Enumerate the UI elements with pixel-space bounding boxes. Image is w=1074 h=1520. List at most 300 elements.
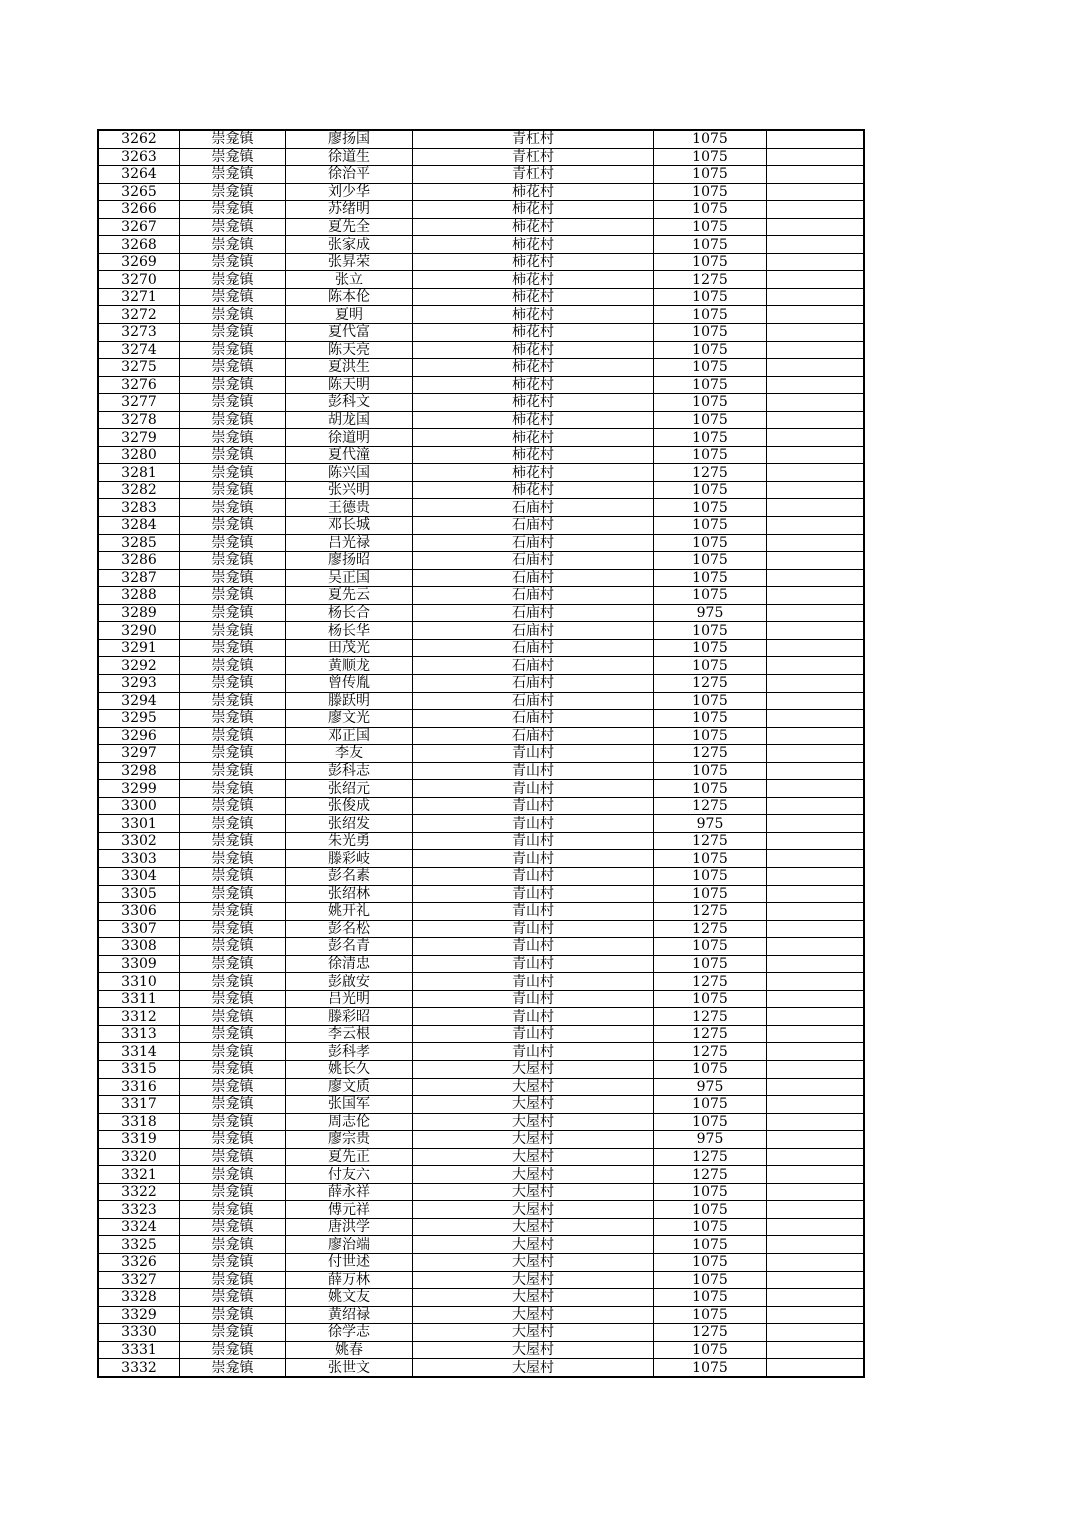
table-row [98, 1008, 864, 1026]
name-cell: 滕跃明 [286, 692, 413, 710]
village-cell: 大屋村 [413, 1113, 654, 1131]
village-cell: 柿花村 [413, 201, 654, 219]
name-cell: 张绍发 [286, 815, 413, 833]
table-row [98, 850, 864, 868]
town-cell: 崇龛镇 [180, 1043, 286, 1061]
amount-cell: 1075 [654, 324, 767, 342]
empty-cell [767, 1131, 865, 1149]
village-cell: 柿花村 [413, 306, 654, 324]
amount-cell: 1075 [654, 1096, 767, 1114]
table-row [98, 692, 864, 710]
table-row [98, 148, 864, 166]
town-cell: 崇龛镇 [180, 1078, 286, 1096]
village-cell: 青山村 [413, 955, 654, 973]
village-cell: 青山村 [413, 990, 654, 1008]
empty-cell [767, 130, 865, 148]
town-cell: 崇龛镇 [180, 990, 286, 1008]
name-cell: 苏绪明 [286, 201, 413, 219]
table-row [98, 376, 864, 394]
name-cell: 付友六 [286, 1166, 413, 1184]
row-number-cell: 3325 [98, 1236, 180, 1254]
town-cell: 崇龛镇 [180, 920, 286, 938]
amount-cell: 1275 [654, 464, 767, 482]
name-cell: 夏先正 [286, 1148, 413, 1166]
amount-cell: 975 [654, 604, 767, 622]
row-number-cell: 3302 [98, 832, 180, 850]
amount-cell: 1275 [654, 920, 767, 938]
data-table [97, 129, 865, 1378]
village-cell: 青山村 [413, 832, 654, 850]
row-number-cell: 3324 [98, 1218, 180, 1236]
village-cell: 大屋村 [413, 1078, 654, 1096]
empty-cell [767, 938, 865, 956]
name-cell: 曾传胤 [286, 674, 413, 692]
village-cell: 石庙村 [413, 517, 654, 535]
row-number-cell: 3291 [98, 639, 180, 657]
empty-cell [767, 1113, 865, 1131]
village-cell: 石庙村 [413, 674, 654, 692]
village-cell: 柿花村 [413, 429, 654, 447]
town-cell: 崇龛镇 [180, 1183, 286, 1201]
village-cell: 大屋村 [413, 1183, 654, 1201]
amount-cell: 1075 [654, 166, 767, 184]
name-cell: 彭科孝 [286, 1043, 413, 1061]
village-cell: 柿花村 [413, 271, 654, 289]
amount-cell: 1075 [654, 552, 767, 570]
name-cell: 徐道生 [286, 148, 413, 166]
town-cell: 崇龛镇 [180, 1324, 286, 1342]
amount-cell: 1275 [654, 674, 767, 692]
village-cell: 大屋村 [413, 1254, 654, 1272]
name-cell: 廖扬昭 [286, 552, 413, 570]
empty-cell [767, 1008, 865, 1026]
amount-cell: 1275 [654, 271, 767, 289]
amount-cell: 1075 [654, 1289, 767, 1307]
name-cell: 杨长合 [286, 604, 413, 622]
table-row [98, 394, 864, 412]
row-number-cell: 3288 [98, 587, 180, 605]
table-row [98, 201, 864, 219]
town-cell: 崇龛镇 [180, 1113, 286, 1131]
town-cell: 崇龛镇 [180, 1236, 286, 1254]
empty-cell [767, 271, 865, 289]
amount-cell: 1075 [654, 1341, 767, 1359]
table-row [98, 1218, 864, 1236]
town-cell: 崇龛镇 [180, 569, 286, 587]
town-cell: 崇龛镇 [180, 376, 286, 394]
village-cell: 青山村 [413, 920, 654, 938]
amount-cell: 1075 [654, 762, 767, 780]
town-cell: 崇龛镇 [180, 639, 286, 657]
name-cell: 姚长久 [286, 1060, 413, 1078]
table-row [98, 622, 864, 640]
empty-cell [767, 166, 865, 184]
amount-cell: 975 [654, 815, 767, 833]
row-number-cell: 3272 [98, 306, 180, 324]
row-number-cell: 3294 [98, 692, 180, 710]
name-cell: 彭科志 [286, 762, 413, 780]
row-number-cell: 3332 [98, 1359, 180, 1377]
amount-cell: 1075 [654, 376, 767, 394]
table-row [98, 464, 864, 482]
village-cell: 柿花村 [413, 359, 654, 377]
row-number-cell: 3295 [98, 710, 180, 728]
table-row [98, 183, 864, 201]
amount-cell: 1075 [654, 587, 767, 605]
name-cell: 姚文友 [286, 1289, 413, 1307]
village-cell: 柿花村 [413, 341, 654, 359]
empty-cell [767, 201, 865, 219]
empty-cell [767, 762, 865, 780]
amount-cell: 1075 [654, 850, 767, 868]
row-number-cell: 3266 [98, 201, 180, 219]
table-row [98, 534, 864, 552]
village-cell: 大屋村 [413, 1060, 654, 1078]
amount-cell: 1075 [654, 411, 767, 429]
amount-cell: 1075 [654, 622, 767, 640]
empty-cell [767, 1201, 865, 1219]
amount-cell: 1075 [654, 306, 767, 324]
town-cell: 崇龛镇 [180, 762, 286, 780]
town-cell: 崇龛镇 [180, 253, 286, 271]
name-cell: 彭名青 [286, 938, 413, 956]
name-cell: 黄绍禄 [286, 1306, 413, 1324]
name-cell: 滕彩岐 [286, 850, 413, 868]
name-cell: 吕光明 [286, 990, 413, 1008]
town-cell: 崇龛镇 [180, 341, 286, 359]
row-number-cell: 3296 [98, 727, 180, 745]
row-number-cell: 3276 [98, 376, 180, 394]
empty-cell [767, 745, 865, 763]
empty-cell [767, 1148, 865, 1166]
town-cell: 崇龛镇 [180, 271, 286, 289]
table-row [98, 780, 864, 798]
table-row [98, 762, 864, 780]
town-cell: 崇龛镇 [180, 359, 286, 377]
row-number-cell: 3310 [98, 973, 180, 991]
amount-cell: 1075 [654, 990, 767, 1008]
town-cell: 崇龛镇 [180, 1341, 286, 1359]
amount-cell: 1075 [654, 1060, 767, 1078]
table-row [98, 604, 864, 622]
table-row [98, 499, 864, 517]
table-row [98, 517, 864, 535]
row-number-cell: 3277 [98, 394, 180, 412]
empty-cell [767, 464, 865, 482]
row-number-cell: 3298 [98, 762, 180, 780]
village-cell: 石庙村 [413, 569, 654, 587]
empty-cell [767, 359, 865, 377]
amount-cell: 1075 [654, 517, 767, 535]
row-number-cell: 3297 [98, 745, 180, 763]
village-cell: 青山村 [413, 780, 654, 798]
village-cell: 青山村 [413, 885, 654, 903]
row-number-cell: 3280 [98, 446, 180, 464]
town-cell: 崇龛镇 [180, 1201, 286, 1219]
table-row [98, 710, 864, 728]
name-cell: 朱光勇 [286, 832, 413, 850]
empty-cell [767, 727, 865, 745]
amount-cell: 1075 [654, 429, 767, 447]
town-cell: 崇龛镇 [180, 1060, 286, 1078]
village-cell: 大屋村 [413, 1271, 654, 1289]
name-cell: 张国军 [286, 1096, 413, 1114]
empty-cell [767, 815, 865, 833]
table-row [98, 1131, 864, 1149]
town-cell: 崇龛镇 [180, 481, 286, 499]
name-cell: 胡龙国 [286, 411, 413, 429]
village-cell: 青山村 [413, 762, 654, 780]
row-number-cell: 3313 [98, 1025, 180, 1043]
table-row [98, 1113, 864, 1131]
table-row [98, 253, 864, 271]
table-row [98, 1341, 864, 1359]
name-cell: 薛永祥 [286, 1183, 413, 1201]
name-cell: 彭科文 [286, 394, 413, 412]
town-cell: 崇龛镇 [180, 446, 286, 464]
town-cell: 崇龛镇 [180, 394, 286, 412]
name-cell: 张世文 [286, 1359, 413, 1377]
row-number-cell: 3289 [98, 604, 180, 622]
table-row [98, 429, 864, 447]
row-number-cell: 3275 [98, 359, 180, 377]
amount-cell: 1075 [654, 1306, 767, 1324]
village-cell: 柿花村 [413, 394, 654, 412]
name-cell: 吕光禄 [286, 534, 413, 552]
row-number-cell: 3278 [98, 411, 180, 429]
amount-cell: 1075 [654, 938, 767, 956]
amount-cell: 1075 [654, 955, 767, 973]
name-cell: 夏代富 [286, 324, 413, 342]
empty-cell [767, 1341, 865, 1359]
empty-cell [767, 411, 865, 429]
table-row [98, 1183, 864, 1201]
amount-cell: 1275 [654, 973, 767, 991]
amount-cell: 1075 [654, 534, 767, 552]
village-cell: 青山村 [413, 938, 654, 956]
row-number-cell: 3264 [98, 166, 180, 184]
empty-cell [767, 692, 865, 710]
name-cell: 张绍林 [286, 885, 413, 903]
village-cell: 青山村 [413, 745, 654, 763]
town-cell: 崇龛镇 [180, 867, 286, 885]
amount-cell: 1075 [654, 499, 767, 517]
town-cell: 崇龛镇 [180, 1254, 286, 1272]
table-row [98, 1166, 864, 1184]
amount-cell: 1275 [654, 745, 767, 763]
table-row [98, 674, 864, 692]
village-cell: 青山村 [413, 1008, 654, 1026]
name-cell: 姚开礼 [286, 903, 413, 921]
town-cell: 崇龛镇 [180, 780, 286, 798]
amount-cell: 1075 [654, 1254, 767, 1272]
table-row [98, 587, 864, 605]
name-cell: 夏先云 [286, 587, 413, 605]
village-cell: 柿花村 [413, 481, 654, 499]
name-cell: 徐清忠 [286, 955, 413, 973]
town-cell: 崇龛镇 [180, 552, 286, 570]
row-number-cell: 3265 [98, 183, 180, 201]
empty-cell [767, 885, 865, 903]
town-cell: 崇龛镇 [180, 411, 286, 429]
amount-cell: 1075 [654, 481, 767, 499]
village-cell: 青杠村 [413, 130, 654, 148]
table-row [98, 1043, 864, 1061]
amount-cell: 1075 [654, 341, 767, 359]
name-cell: 吴正国 [286, 569, 413, 587]
table-row [98, 955, 864, 973]
amount-cell: 1075 [654, 218, 767, 236]
empty-cell [767, 552, 865, 570]
table-row [98, 236, 864, 254]
row-number-cell: 3292 [98, 657, 180, 675]
amount-cell: 1075 [654, 1218, 767, 1236]
town-cell: 崇龛镇 [180, 727, 286, 745]
table-row [98, 639, 864, 657]
row-number-cell: 3279 [98, 429, 180, 447]
empty-cell [767, 867, 865, 885]
row-number-cell: 3301 [98, 815, 180, 833]
village-cell: 石庙村 [413, 499, 654, 517]
name-cell: 杨长华 [286, 622, 413, 640]
town-cell: 崇龛镇 [180, 166, 286, 184]
village-cell: 青山村 [413, 973, 654, 991]
town-cell: 崇龛镇 [180, 324, 286, 342]
name-cell: 夏明 [286, 306, 413, 324]
table-row [98, 446, 864, 464]
row-number-cell: 3267 [98, 218, 180, 236]
village-cell: 石庙村 [413, 604, 654, 622]
village-cell: 柿花村 [413, 411, 654, 429]
town-cell: 崇龛镇 [180, 938, 286, 956]
amount-cell: 1275 [654, 1043, 767, 1061]
row-number-cell: 3327 [98, 1271, 180, 1289]
row-number-cell: 3304 [98, 867, 180, 885]
name-cell: 彭名松 [286, 920, 413, 938]
village-cell: 大屋村 [413, 1201, 654, 1219]
amount-cell: 1075 [654, 1236, 767, 1254]
table-row [98, 569, 864, 587]
amount-cell: 1075 [654, 867, 767, 885]
empty-cell [767, 1166, 865, 1184]
empty-cell [767, 797, 865, 815]
name-cell: 刘少华 [286, 183, 413, 201]
name-cell: 徐道明 [286, 429, 413, 447]
village-cell: 石庙村 [413, 710, 654, 728]
town-cell: 崇龛镇 [180, 1306, 286, 1324]
name-cell: 张绍元 [286, 780, 413, 798]
empty-cell [767, 1306, 865, 1324]
village-cell: 石庙村 [413, 622, 654, 640]
row-number-cell: 3299 [98, 780, 180, 798]
table-row [98, 990, 864, 1008]
amount-cell: 1075 [654, 692, 767, 710]
empty-cell [767, 218, 865, 236]
town-cell: 崇龛镇 [180, 1025, 286, 1043]
town-cell: 崇龛镇 [180, 306, 286, 324]
amount-cell: 975 [654, 1131, 767, 1149]
empty-cell [767, 236, 865, 254]
town-cell: 崇龛镇 [180, 429, 286, 447]
row-number-cell: 3330 [98, 1324, 180, 1342]
village-cell: 大屋村 [413, 1148, 654, 1166]
name-cell: 夏代潼 [286, 446, 413, 464]
row-number-cell: 3282 [98, 481, 180, 499]
empty-cell [767, 920, 865, 938]
empty-cell [767, 1289, 865, 1307]
empty-cell [767, 376, 865, 394]
row-number-cell: 3268 [98, 236, 180, 254]
table-row [98, 552, 864, 570]
town-cell: 崇龛镇 [180, 604, 286, 622]
name-cell: 姚春 [286, 1341, 413, 1359]
town-cell: 崇龛镇 [180, 657, 286, 675]
town-cell: 崇龛镇 [180, 236, 286, 254]
village-cell: 大屋村 [413, 1289, 654, 1307]
town-cell: 崇龛镇 [180, 710, 286, 728]
name-cell: 黄顺龙 [286, 657, 413, 675]
name-cell: 张兴明 [286, 481, 413, 499]
amount-cell: 1075 [654, 639, 767, 657]
village-cell: 大屋村 [413, 1166, 654, 1184]
table-row [98, 867, 864, 885]
village-cell: 石庙村 [413, 727, 654, 745]
table-row [98, 359, 864, 377]
empty-cell [767, 639, 865, 657]
town-cell: 崇龛镇 [180, 517, 286, 535]
village-cell: 柿花村 [413, 324, 654, 342]
table-row [98, 1078, 864, 1096]
row-number-cell: 3274 [98, 341, 180, 359]
town-cell: 崇龛镇 [180, 1131, 286, 1149]
town-cell: 崇龛镇 [180, 201, 286, 219]
amount-cell: 1075 [654, 446, 767, 464]
town-cell: 崇龛镇 [180, 815, 286, 833]
name-cell: 张家成 [286, 236, 413, 254]
row-number-cell: 3303 [98, 850, 180, 868]
row-number-cell: 3326 [98, 1254, 180, 1272]
village-cell: 青山村 [413, 903, 654, 921]
row-number-cell: 3306 [98, 903, 180, 921]
row-number-cell: 3329 [98, 1306, 180, 1324]
empty-cell [767, 517, 865, 535]
village-cell: 柿花村 [413, 288, 654, 306]
town-cell: 崇龛镇 [180, 1218, 286, 1236]
village-cell: 大屋村 [413, 1096, 654, 1114]
village-cell: 石庙村 [413, 692, 654, 710]
village-cell: 青杠村 [413, 148, 654, 166]
amount-cell: 1275 [654, 1166, 767, 1184]
row-number-cell: 3285 [98, 534, 180, 552]
village-cell: 石庙村 [413, 587, 654, 605]
row-number-cell: 3322 [98, 1183, 180, 1201]
name-cell: 李云根 [286, 1025, 413, 1043]
row-number-cell: 3281 [98, 464, 180, 482]
town-cell: 崇龛镇 [180, 832, 286, 850]
town-cell: 崇龛镇 [180, 130, 286, 148]
name-cell: 夏先全 [286, 218, 413, 236]
name-cell: 张昇荣 [286, 253, 413, 271]
amount-cell: 1075 [654, 885, 767, 903]
table-row [98, 1201, 864, 1219]
table-row [98, 324, 864, 342]
empty-cell [767, 1060, 865, 1078]
table-row [98, 306, 864, 324]
amount-cell: 1275 [654, 797, 767, 815]
empty-cell [767, 1183, 865, 1201]
empty-cell [767, 148, 865, 166]
town-cell: 崇龛镇 [180, 955, 286, 973]
